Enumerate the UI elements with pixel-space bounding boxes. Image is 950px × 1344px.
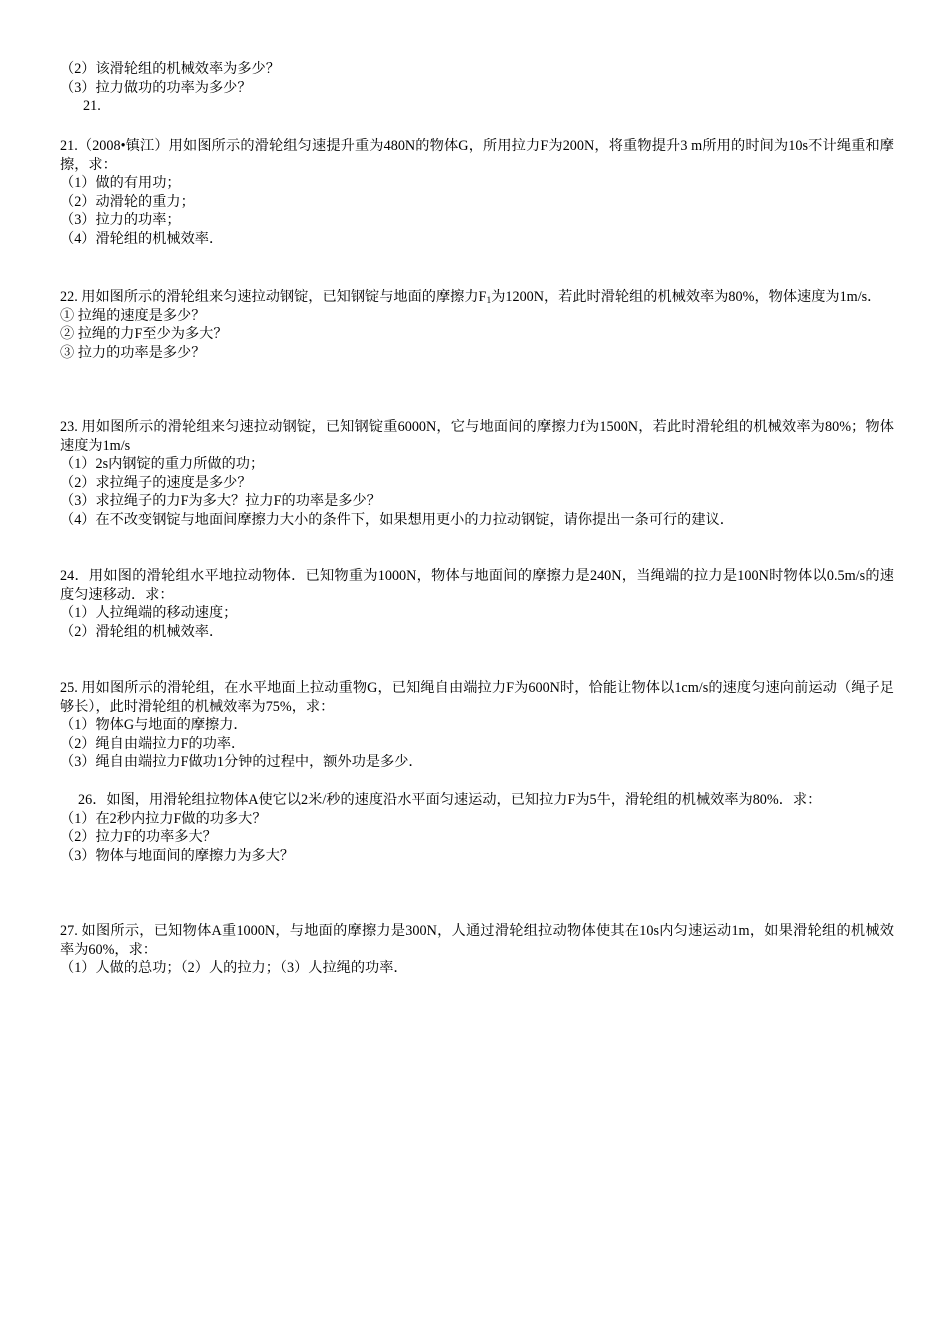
question-stem: 24．用如图的滑轮组水平地拉动物体．已知物重为1000N，物体与地面间的摩擦力是240N，当绳端的拉力是100N时物体以0.5m/s的速度匀速移动．求： — [60, 568, 894, 603]
question-item: （2）动滑轮的重力； — [60, 193, 195, 210]
question-item: （3）求拉绳子的力F为多大？拉力F的功率是多少？ — [60, 493, 381, 510]
question-item: （2）绳自由端拉力F的功率． — [60, 735, 246, 752]
question-item: （3）物体与地面间的摩擦力为多大？ — [60, 847, 295, 864]
question-stem: 25. 用如图所示的滑轮组，在水平地面上拉动重物G，已知绳自由端拉力F为600N时，恰能让物体以1cm/s的速度匀速向前运动（绳子足够长），此时滑轮组的机械效率为75%，求： — [60, 680, 894, 715]
question-item: （1）在2秒内拉力F做的功多大？ — [60, 810, 267, 827]
question-27 — [60, 922, 894, 978]
question-item: （4）滑轮组的机械效率． — [60, 230, 224, 247]
question-item: （1）物体G与地面的摩擦力． — [60, 717, 248, 734]
question-item: （4）在不改变钢锭与地面间摩擦力大小的条件下，如果想用更小的力拉动钢锭，请你提出一条可行的建议． — [60, 511, 734, 528]
continued-question-items — [60, 60, 894, 116]
question-item: （2）求拉绳子的速度是多少？ — [60, 474, 252, 491]
question-item: ② 拉绳的力F至少为多大？ — [60, 326, 228, 343]
question-stem: 21.（2008•镇江）用如图所示的滑轮组匀速提升重为480N的物体G，所用拉力F为200N，将重物提升3 m所用的时间为10s不计绳重和摩擦，求： — [60, 138, 894, 173]
question-21 — [60, 137, 894, 249]
question-stem: 27. 如图所示，已知物体A重1000N，与地面的摩擦力是300N，人通过滑轮组拉动物体使其在10s内匀速运动1m，如果滑轮组的机械效率为60%，求： — [60, 923, 894, 958]
question-23 — [60, 418, 894, 530]
question-22 — [60, 288, 894, 362]
question-item: ③ 拉力的功率是多少？ — [60, 344, 206, 361]
stem-text-after-subscript: 为1200N，若此时滑轮组的机械效率为80%，物体速度为1m/s． — [491, 289, 882, 305]
question-item: （1）人拉绳端的移动速度； — [60, 605, 238, 622]
question-item: （1）2s内钢锭的重力所做的功； — [60, 456, 265, 473]
question-24 — [60, 567, 894, 641]
question-stem: 23. 用如图所示的滑轮组来匀速拉动钢锭，已知钢锭重6000N，它与地面间的摩擦力f为1500N，若此时滑轮组的机械效率为80%；物体速度为1m/s — [60, 419, 894, 454]
question-stem: 26．如图，用滑轮组拉物体A使它以2米/秒的速度沿水平面匀速运动，已知拉力F为5牛，滑轮组的机械效率为80%．求： — [78, 792, 822, 808]
question-item: （3）拉力的功率； — [60, 212, 181, 229]
question-item: （2）滑轮组的机械效率． — [60, 623, 224, 640]
question-26 — [60, 791, 894, 865]
question-number: 21. — [83, 98, 101, 115]
question-item: （2）该滑轮组的机械效率为多少？ — [60, 61, 280, 77]
question-item: （2）拉力F的功率多大？ — [60, 829, 217, 846]
stem-text-before-subscript: 22. 用如图所示的滑轮组来匀速拉动钢锭，已知钢锭与地面的摩擦力F — [60, 289, 487, 305]
question-item: （1）做的有用功； — [60, 175, 181, 192]
question-item: ① 拉绳的速度是多少？ — [60, 307, 206, 324]
question-stem — [60, 288, 894, 307]
question-item: （3）拉力做功的功率为多少？ — [60, 79, 252, 96]
question-25 — [60, 679, 894, 772]
question-item: （3）绳自由端拉力F做功1分钟的过程中，额外功是多少． — [60, 754, 423, 771]
subscript: 1 — [486, 296, 492, 306]
question-item: （1）人做的总功；（2）人的拉力；（3）人拉绳的功率． — [60, 960, 408, 977]
